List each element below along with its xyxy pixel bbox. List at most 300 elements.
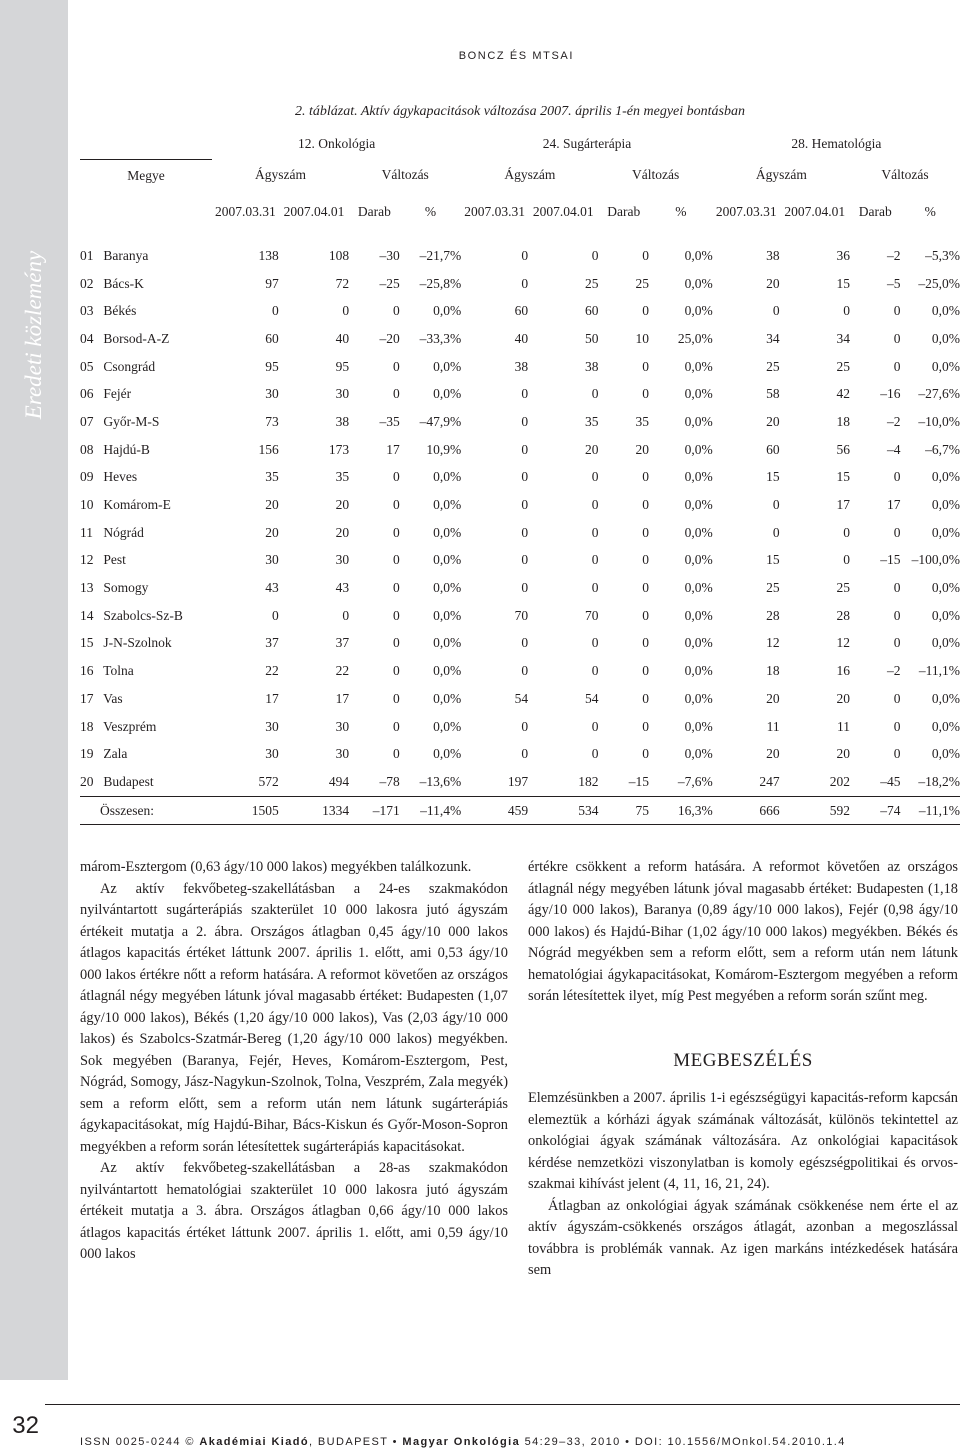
table-cell: 0 — [591, 663, 599, 679]
column-header: 2007.04.01 — [532, 203, 594, 219]
table-cell: 0 — [521, 746, 529, 762]
table-cell: 0,0% — [684, 275, 713, 291]
bed-capacity-table — [80, 129, 960, 825]
table-row — [80, 325, 960, 353]
column-header: 2007.03.31 — [214, 203, 276, 219]
table-cell: 15 — [836, 275, 850, 291]
table-cell: 34 — [836, 330, 850, 346]
table-cell: 0 — [591, 386, 599, 402]
column-header: 2007.04.01 — [283, 203, 345, 219]
county-cell — [80, 657, 212, 685]
table-cell: 0,0% — [931, 358, 960, 374]
table-cell: 0 — [893, 746, 901, 762]
table-cell: –2 — [887, 413, 901, 429]
county-number: 06 — [80, 386, 94, 402]
right-text-column — [528, 857, 958, 1282]
county-name: Szabolcs-Sz-B — [103, 607, 183, 623]
table-cell: –78 — [379, 773, 400, 789]
county-name: Győr-M-S — [103, 413, 160, 429]
table-cell: 38 — [335, 413, 350, 429]
table-cell: –20 — [379, 330, 400, 346]
side-label-bar — [0, 0, 68, 1380]
total-row — [80, 796, 960, 825]
table-cell: 0,0% — [931, 635, 960, 651]
table-row — [80, 380, 960, 408]
table-cell: 0 — [591, 635, 599, 651]
total-cell: –74 — [850, 796, 901, 825]
table-cell: 20 — [766, 275, 780, 291]
county-cell — [80, 297, 212, 325]
county-number: 04 — [80, 330, 94, 346]
table-cell: 25 — [766, 358, 780, 374]
county-name: Nógrád — [103, 524, 144, 540]
table-cell: 0,0% — [684, 358, 713, 374]
table-cell: 0,0% — [931, 580, 960, 596]
table-cell: 30 — [265, 386, 279, 402]
county-cell — [80, 270, 212, 298]
county-header: Megye — [127, 167, 165, 183]
table-cell: 20 — [584, 441, 599, 457]
county-name: Komárom-E — [103, 497, 171, 513]
total-cell: 459 — [461, 796, 528, 825]
table-cell: –2 — [887, 247, 901, 263]
table-caption: 2. táblázat. Aktív ágykapacitások változása 2007. április 1-én megyei bontásban — [294, 104, 746, 119]
table-cell: 0 — [521, 441, 529, 457]
table-cell: 30 — [265, 746, 279, 762]
table-cell: 20 — [766, 413, 780, 429]
table-cell: 0 — [893, 690, 901, 706]
table-cell: 30 — [335, 718, 350, 734]
column-header: Darab — [357, 203, 391, 219]
table-cell: 0 — [843, 552, 850, 568]
table-cell: 0 — [591, 552, 599, 568]
county-cell — [80, 380, 212, 408]
table-cell: 11 — [766, 718, 780, 734]
county-cell — [80, 602, 212, 630]
table-cell: 25 — [635, 275, 650, 291]
table-cell: 0,0% — [931, 607, 960, 623]
table-cell: 0,0% — [433, 552, 462, 568]
county-number: 01 — [80, 247, 94, 263]
table-cell: 0 — [893, 303, 901, 319]
table-row — [80, 436, 960, 464]
table-cell: 0 — [893, 524, 901, 540]
table-cell: 0 — [642, 303, 650, 319]
county-number: 20 — [80, 773, 94, 789]
column-header: Darab — [607, 203, 641, 219]
county-cell — [80, 547, 212, 575]
table-cell: 0 — [521, 663, 529, 679]
table-cell: 0,0% — [433, 386, 462, 402]
table-cell: 17 — [386, 441, 400, 457]
table-cell: 25,0% — [677, 330, 713, 346]
table-cell: 0 — [591, 746, 599, 762]
total-cell: –171 — [349, 796, 400, 825]
sub-header: Változás — [381, 167, 429, 183]
table-cell: 0 — [392, 607, 400, 623]
table-cell: –7,6% — [677, 773, 713, 789]
table-cell: 0 — [521, 413, 529, 429]
table-cell: 0 — [772, 303, 780, 319]
table-cell: 10 — [635, 330, 650, 346]
table-cell: –10,0% — [918, 413, 960, 429]
table-cell: 0,0% — [684, 303, 713, 319]
table-cell: –25 — [379, 275, 400, 291]
table-cell: 40 — [514, 330, 529, 346]
county-name: Pest — [103, 552, 126, 568]
county-number: 11 — [80, 524, 93, 540]
table-cell: 17 — [887, 497, 901, 513]
table-cell: 0,0% — [684, 690, 713, 706]
paragraph: Az aktív fekvőbeteg-szakellátásban a 24-es szakmakódon nyilvántartott sugárterápiás szakterület 10 000 lakosra jutó ágyszám értékeit mutatja a 2. ábra. Országos átlagban 0,45 ágy/10 000 lakos átlagos kapacitás értéket láttunk 2007. április 1. előtt, ami 0,53 ágy/10 000 lakos értékre nőtt a reform hatására. A reformot követően az országos átlagnál négy megyében látunk jóval magasabb értéket: Budapesten (1,07 ágy/10 000 lakos), Békés (1,20 ágy/10 000 lakos), Vas (2,03 ágy/10 000 lakos) és Szabolcs-Szatmár-Bereg (1,20 ágy/10 000 lakos) megyékben. Sok megyében (Baranya, Fejér, Heves, Komárom-Esztergom, Pest, Nógrád, Somogy, Jász-Nagykun-Szolnok, Tolna, Veszprém, Zala megyék) sem a reform előtt, sem a reform után nem látunk sugárterápiás ágykapacitásokat, míg Hajdú-Bihar, Bács-Kiskun és Győr-Moson-Sopron megyékben a reform során létesítettek sugárterápiás kapacitásokat. — [80, 880, 508, 1155]
table-cell: 28 — [836, 607, 850, 623]
county-name: Bács-K — [103, 275, 144, 291]
county-cell — [80, 630, 212, 658]
county-cell — [80, 574, 212, 602]
table-cell: 12 — [836, 635, 850, 651]
table-cell: 0 — [893, 358, 901, 374]
table-cell: 0,0% — [433, 690, 462, 706]
county-cell — [80, 408, 212, 436]
table-cell: 0,0% — [433, 303, 462, 319]
table-cell: 15 — [766, 552, 780, 568]
table-cell: 28 — [766, 607, 780, 623]
table-cell: 30 — [335, 552, 350, 568]
table-cell: 0,0% — [433, 663, 462, 679]
county-cell — [80, 436, 212, 464]
group-header-radiotherapy: 24. Sugárterápia — [542, 136, 632, 152]
table-cell: 56 — [836, 441, 850, 457]
table-cell: 0 — [392, 746, 400, 762]
sub-header: Változás — [881, 167, 929, 183]
table-row — [80, 768, 960, 796]
table-cell: 0 — [392, 690, 400, 706]
total-cell: 534 — [528, 796, 598, 825]
table-cell: –35 — [379, 413, 400, 429]
table-row — [80, 270, 960, 298]
table-cell: 38 — [766, 247, 780, 263]
table-cell: 0 — [272, 607, 279, 623]
running-title: BONCZ ÉS MTSAI — [458, 50, 574, 62]
table-cell: 10,9% — [426, 441, 462, 457]
table-cell: –16 — [880, 386, 901, 402]
table-row — [80, 519, 960, 547]
table-cell: 0 — [893, 718, 901, 734]
table-cell: –47,9% — [419, 413, 462, 429]
table-row — [80, 713, 960, 741]
table-cell: 20 — [836, 690, 850, 706]
county-name: Budapest — [103, 773, 154, 789]
table-cell: 0,0% — [433, 358, 462, 374]
table-cell: 202 — [829, 773, 850, 789]
table-row — [80, 630, 960, 658]
table-cell: 40 — [335, 330, 350, 346]
table-cell: 0 — [272, 303, 279, 319]
table-cell: 0 — [642, 247, 650, 263]
table-cell: 197 — [507, 773, 529, 789]
table-cell: 0 — [893, 330, 901, 346]
table-cell: 22 — [265, 663, 279, 679]
table-row — [80, 574, 960, 602]
table-cell: 0 — [642, 358, 650, 374]
footer-ref: 54:29–33, 2010 • DOI: 10.1556/MOnkol.54.2010.1.4 — [520, 1436, 846, 1448]
table-cell: –21,7% — [419, 247, 462, 263]
table-cell: 0 — [392, 580, 400, 596]
paragraph: Átlagban az onkológiai ágyak számának csökkenése nem érte el az aktív ágyszám-csökkenés országos átlagát, azonban a megoszlással továbbra is problémák vannak. Az igen markáns intézkedések hatására sem — [528, 1197, 958, 1278]
table-cell: 0 — [893, 580, 901, 596]
table-cell: 0 — [642, 580, 650, 596]
county-cell — [80, 768, 212, 796]
table-cell: 108 — [328, 247, 350, 263]
county-name: Veszprém — [103, 718, 157, 734]
table-cell: 0,0% — [684, 635, 713, 651]
table-cell: 0 — [392, 524, 400, 540]
table-cell: –11,1% — [918, 663, 960, 679]
table-cell: 0 — [392, 663, 400, 679]
county-cell — [80, 353, 212, 381]
table-cell: 0 — [772, 497, 780, 513]
county-name: Vas — [103, 690, 123, 706]
table-cell: 0 — [521, 497, 529, 513]
table-cell: 17 — [836, 497, 850, 513]
table-cell: 0 — [392, 469, 400, 485]
county-name: Baranya — [103, 247, 149, 263]
table-cell: 25 — [836, 580, 850, 596]
table-cell: 0 — [843, 524, 850, 540]
table-cell: –5,3% — [925, 247, 960, 263]
county-number: 17 — [80, 690, 94, 706]
total-cell: 1334 — [279, 796, 349, 825]
table-cell: 138 — [258, 247, 279, 263]
table-cell: 0,0% — [684, 718, 713, 734]
county-name: Zala — [103, 746, 128, 762]
table-cell: 0,0% — [684, 247, 713, 263]
county-number: 10 — [80, 497, 94, 513]
table-cell: 0,0% — [684, 607, 713, 623]
county-cell — [80, 740, 212, 768]
table-cell: 0 — [642, 552, 650, 568]
table-cell: 35 — [584, 413, 599, 429]
table-cell: 0,0% — [931, 718, 960, 734]
table-cell: 173 — [328, 441, 350, 457]
table-cell: 0,0% — [931, 746, 960, 762]
footer-city: , BUDAPEST • — [309, 1436, 403, 1448]
total-cell: 1505 — [212, 796, 279, 825]
table-cell: 30 — [265, 718, 279, 734]
county-number: 09 — [80, 469, 94, 485]
page-number-box — [0, 1404, 45, 1452]
table-cell: 0 — [392, 552, 400, 568]
county-name: Csongrád — [103, 358, 156, 374]
table-cell: 0,0% — [931, 524, 960, 540]
table-cell: 0,0% — [684, 413, 713, 429]
table-cell: 0 — [642, 524, 650, 540]
table-cell: –2 — [887, 663, 901, 679]
table-cell: 0,0% — [433, 524, 462, 540]
table-cell: 0 — [342, 303, 350, 319]
table-cell: 12 — [766, 635, 780, 651]
table-cell: 20 — [335, 524, 350, 540]
county-number: 05 — [80, 358, 94, 374]
sub-header: Ágyszám — [755, 167, 807, 183]
table-cell: 70 — [514, 607, 529, 623]
table-cell: 0 — [843, 303, 850, 319]
total-cell: 75 — [598, 796, 649, 825]
column-header: % — [924, 203, 936, 219]
county-name: Tolna — [103, 663, 134, 679]
table-cell: 20 — [766, 746, 780, 762]
table-row — [80, 740, 960, 768]
table-cell: 73 — [265, 413, 279, 429]
table-cell: 20 — [265, 524, 279, 540]
county-cell — [80, 464, 212, 492]
table-cell: 15 — [766, 469, 780, 485]
table-cell: 0,0% — [684, 580, 713, 596]
table-cell: –100,0% — [911, 552, 960, 568]
table-cell: 72 — [335, 275, 350, 291]
table-cell: 17 — [265, 690, 279, 706]
county-name: Borsod-A-Z — [103, 330, 170, 346]
table-cell: 0 — [392, 386, 400, 402]
paragraph: Az aktív fekvőbeteg-szakellátásban a 28-as szakmakódon nyilvántartott hematológiai szakterület 10 000 lakosra jutó ágyszám értékeit mutatja a 3. ábra. Országos átlagban 0,66 ágy/10 000 lakos átlagos kapacitás értéket láttunk 2007. április 1. előtt, ami 0,59 ágy/10 000 lakos — [80, 1160, 508, 1262]
table-cell: 95 — [335, 358, 350, 374]
table-cell: 95 — [265, 358, 279, 374]
table-cell: –30 — [379, 247, 400, 263]
table-cell: 0 — [392, 718, 400, 734]
column-header: Darab — [858, 203, 892, 219]
column-header: 2007.03.31 — [715, 203, 777, 219]
table-cell: 42 — [836, 386, 850, 402]
table-cell: 0 — [591, 469, 599, 485]
table-cell: 0 — [392, 358, 400, 374]
county-number: 19 — [80, 746, 94, 762]
table-cell: 60 — [265, 330, 279, 346]
table-cell: –4 — [887, 441, 901, 457]
county-number: 15 — [80, 635, 94, 651]
table-cell: 20 — [265, 497, 279, 513]
column-header: 2007.04.01 — [784, 203, 846, 219]
table-cell: 0,0% — [433, 607, 462, 623]
table-cell: 35 — [265, 469, 279, 485]
table-cell: 0,0% — [433, 746, 462, 762]
table-cell: 0,0% — [684, 469, 713, 485]
table-cell: 37 — [335, 635, 350, 651]
table-cell: 50 — [584, 330, 599, 346]
sub-header: Ágyszám — [255, 167, 307, 183]
table-cell: 38 — [584, 358, 599, 374]
table-cell: 0 — [893, 607, 901, 623]
table-cell: 0 — [591, 497, 599, 513]
table-cell: 0 — [521, 635, 529, 651]
table-cell: 20 — [335, 497, 350, 513]
county-number: 13 — [80, 580, 94, 596]
group-header-oncology: 12. Onkológia — [297, 136, 376, 152]
table-cell: –6,7% — [925, 441, 960, 457]
table-cell: 0 — [392, 497, 400, 513]
table-cell: 0,0% — [931, 497, 960, 513]
table-cell: 182 — [578, 773, 599, 789]
county-number: 08 — [80, 441, 94, 457]
table-cell: 18 — [766, 663, 780, 679]
table-cell: 0 — [893, 469, 901, 485]
county-name: Heves — [103, 469, 138, 485]
table-cell: 0,0% — [684, 524, 713, 540]
table-row — [80, 491, 960, 519]
table-cell: 58 — [766, 386, 780, 402]
table-cell: 0 — [591, 247, 599, 263]
table-cell: 34 — [766, 330, 780, 346]
table-row — [80, 353, 960, 381]
table-cell: 0 — [591, 580, 599, 596]
table-cell: 0,0% — [433, 580, 462, 596]
table-cell: 0 — [521, 580, 529, 596]
table-cell: 0 — [521, 386, 529, 402]
county-cell — [80, 519, 212, 547]
total-cell: 16,3% — [649, 796, 713, 825]
table-row — [80, 547, 960, 575]
footer-issn: ISSN 0025-0244 © — [80, 1436, 200, 1448]
paragraph: márom-Esztergom (0,63 ágy/10 000 lakos) megyékben találkozunk. — [80, 859, 472, 875]
table-cell: 35 — [335, 469, 350, 485]
table-cell: 25 — [836, 358, 850, 374]
paragraph: Elemzésünkben a 2007. április 1-i egészségügyi kapacitás-reform kapcsán elemeztük a kórházi ágyak számának változását, különös tekintettel az onkológiai ágyak számának változására. Az onkológiai kapacitások kérdése nemzetközi viszonylatban is komoly egészségpolitikai és orvos-szakmai kihívást jelent (4, 11, 16, 21, 24). — [528, 1090, 958, 1192]
table-row — [80, 685, 960, 713]
table-cell: 30 — [335, 746, 350, 762]
table-cell: 0 — [521, 275, 529, 291]
table-cell: 0,0% — [684, 746, 713, 762]
county-name: Hajdú-B — [103, 441, 150, 457]
table-cell: 0 — [642, 663, 650, 679]
sub-header: Ágyszám — [504, 167, 556, 183]
table-cell: –15 — [628, 773, 650, 789]
table-cell: 97 — [265, 275, 279, 291]
table-cell: 0 — [642, 607, 650, 623]
table-cell: 25 — [584, 275, 599, 291]
table-cell: 0 — [521, 469, 529, 485]
table-cell: 20 — [635, 441, 650, 457]
county-number: 14 — [80, 607, 94, 623]
table-cell: 0 — [642, 469, 650, 485]
table-cell: 60 — [584, 303, 599, 319]
county-number: 03 — [80, 303, 94, 319]
table-cell: 0 — [392, 303, 400, 319]
sub-header: Változás — [632, 167, 680, 183]
table-cell: 30 — [265, 552, 279, 568]
county-number: 12 — [80, 552, 94, 568]
county-number: 16 — [80, 663, 94, 679]
table-cell: –25,0% — [918, 275, 960, 291]
table-cell: 0,0% — [684, 552, 713, 568]
table-cell: 0 — [642, 690, 650, 706]
table-cell: 0 — [521, 552, 529, 568]
table-cell: 16 — [836, 663, 850, 679]
table-cell: 54 — [514, 690, 529, 706]
table-cell: 0 — [772, 524, 780, 540]
county-number: 02 — [80, 275, 94, 291]
county-cell — [80, 491, 212, 519]
county-cell — [80, 242, 212, 270]
table-cell: 20 — [766, 690, 780, 706]
table-cell: 70 — [584, 607, 599, 623]
table-cell: 0,0% — [433, 718, 462, 734]
table-cell: 0 — [342, 607, 350, 623]
table-cell: 43 — [265, 580, 279, 596]
table-cell: 0,0% — [684, 497, 713, 513]
table-cell: 36 — [836, 247, 850, 263]
county-name: Fejér — [103, 386, 132, 402]
footer-journal: Magyar Onkológia — [402, 1436, 521, 1448]
group-header-hematology: 28. Hematológia — [791, 136, 882, 152]
